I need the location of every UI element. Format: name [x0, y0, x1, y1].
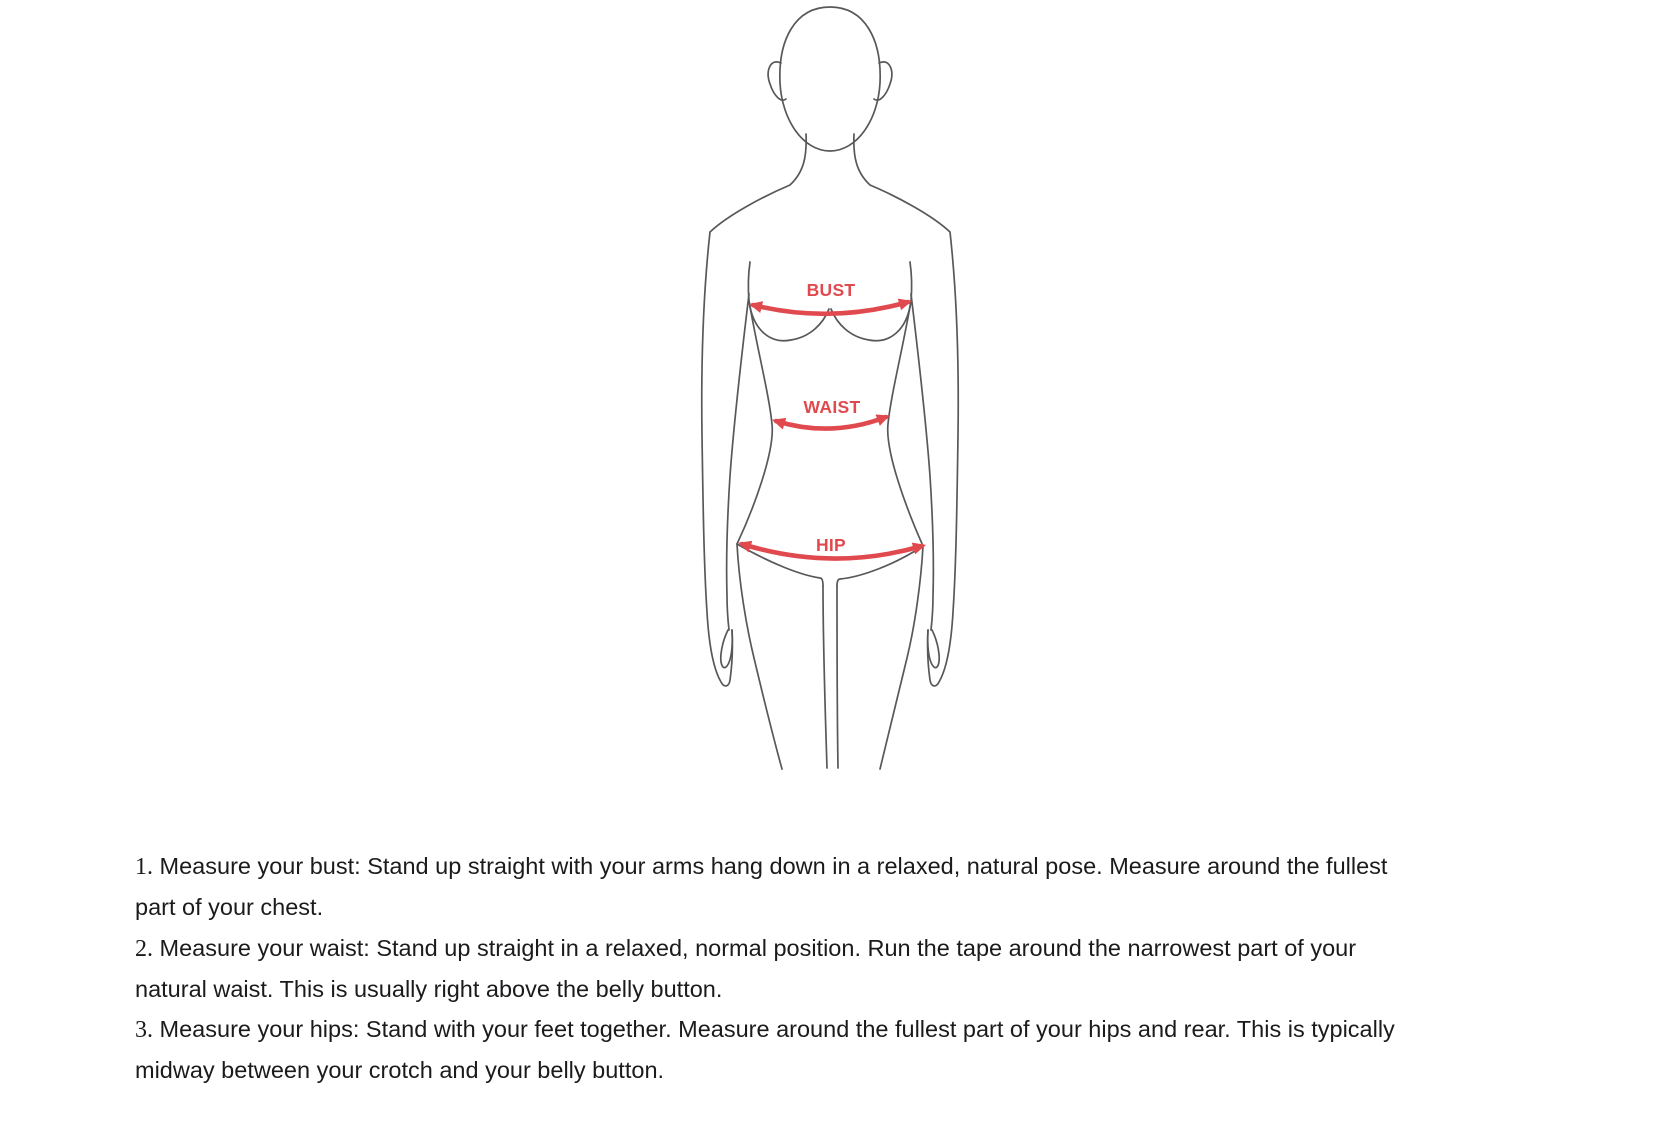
body-outline	[702, 7, 958, 769]
right-inner-arm-outline	[911, 294, 933, 630]
waist-label: WAIST	[803, 397, 861, 417]
left-ear-outline	[768, 62, 786, 100]
right-bust-curve	[831, 301, 911, 341]
right-inner-leg	[837, 586, 838, 768]
measurement-arrows	[742, 302, 922, 559]
left-arm-outline	[702, 134, 806, 686]
instruction-step-2-line-2: natural waist. This is usually right above the belly button.	[135, 975, 723, 1002]
left-side-line	[748, 262, 750, 301]
head-outline	[780, 7, 880, 151]
instruction-step-1-line-1	[135, 846, 1615, 887]
right-arm-outline	[854, 134, 958, 686]
measurement-instructions	[135, 846, 1615, 1091]
bust-measure-arrow	[753, 302, 908, 314]
instruction-step-3-line-2: midway between your crotch and your belly button.	[135, 1057, 665, 1084]
right-torso-outline	[888, 301, 923, 546]
left-outer-leg	[737, 544, 782, 769]
instruction-step-3-line-1	[135, 1009, 1615, 1050]
right-thumb-outline	[928, 630, 939, 668]
step-2-number: 2.	[135, 935, 153, 962]
step-1-text: Measure your bust: Stand up straight with your arms hang down in a relaxed, natural pose. Measure around the fullest	[159, 853, 1388, 879]
step-3-text: Measure your hips: Stand with your feet together. Measure around the fullest part of your hips and rear. This is typically	[159, 1016, 1395, 1043]
left-inner-arm-outline	[727, 294, 749, 630]
step-1-number: 1.	[135, 854, 153, 880]
body-measurement-figure	[560, 0, 1100, 780]
step-3-number: 3.	[135, 1017, 153, 1044]
hip-label: HIP	[815, 535, 847, 555]
right-outer-leg	[880, 546, 923, 769]
left-inner-leg	[823, 586, 827, 768]
instruction-step-2-line-1	[135, 928, 1615, 969]
right-ear-outline	[874, 62, 892, 100]
instruction-step-1-line-2: part of your chest.	[135, 894, 324, 921]
step-2-text: Measure your waist: Stand up straight in a relaxed, normal position. Run the tape around the narrowest part of your	[159, 934, 1357, 961]
bust-label: BUST	[806, 280, 856, 300]
left-torso-outline	[737, 301, 772, 544]
left-thumb-outline	[721, 630, 732, 668]
right-side-line	[910, 262, 912, 301]
measurement-diagram	[560, 0, 1100, 780]
left-hip-curve	[737, 544, 823, 586]
right-hip-curve	[837, 546, 923, 586]
waist-measure-arrow	[776, 417, 886, 429]
